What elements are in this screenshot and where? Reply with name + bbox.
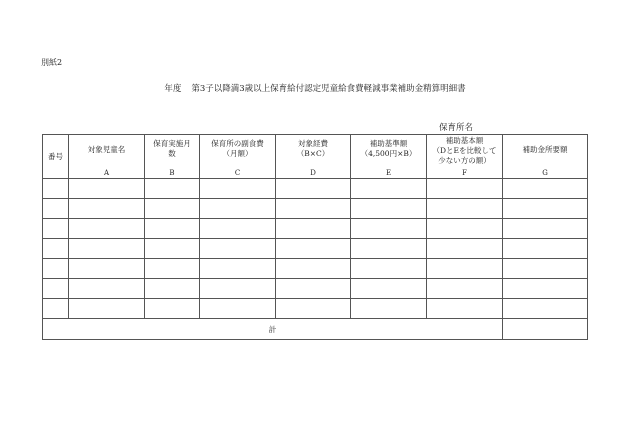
table-cell[interactable]	[145, 239, 200, 259]
total-row	[43, 319, 588, 340]
number-header: 番号	[43, 135, 69, 179]
table-cell[interactable]	[276, 219, 351, 239]
table-cell[interactable]	[69, 239, 145, 259]
table-cell[interactable]	[43, 199, 69, 219]
table-cell[interactable]	[427, 239, 503, 259]
column-letter: G	[542, 169, 548, 177]
facility-name-field[interactable]	[439, 121, 584, 135]
header-side-dish-fee: 保育所の副食費 （月額） C	[200, 135, 276, 179]
title-text: 第3子以降満3歳以上保育給付認定児童給食費軽減事業補助金精算明細書	[191, 84, 466, 94]
table-cell[interactable]	[69, 279, 145, 299]
annex-label: 別紙2	[41, 58, 63, 67]
column-letter: D	[310, 169, 316, 177]
table-cell[interactable]	[276, 179, 351, 199]
settlement-table	[42, 134, 588, 340]
total-label: 計	[43, 319, 503, 340]
table-cell[interactable]	[43, 259, 69, 279]
header-subsidy-required: 補助金所要額 G	[503, 135, 588, 179]
header-subsidy-standard: 補助基準額 （4,500円×B） E	[351, 135, 427, 179]
table-cell[interactable]	[503, 239, 588, 259]
table-row	[43, 259, 588, 279]
table-cell[interactable]	[43, 239, 69, 259]
table-cell[interactable]	[145, 179, 200, 199]
table-cell[interactable]	[503, 259, 588, 279]
header-subsidy-base: 補助基本額 （DとEを比較して 少ない方の額） F	[427, 135, 503, 179]
table-cell[interactable]	[69, 199, 145, 219]
table-cell[interactable]	[200, 199, 276, 219]
table-cell[interactable]	[503, 199, 588, 219]
table-cell[interactable]	[145, 299, 200, 319]
table-cell[interactable]	[351, 259, 427, 279]
table-cell[interactable]	[276, 199, 351, 219]
table-cell[interactable]	[351, 179, 427, 199]
table-cell[interactable]	[200, 219, 276, 239]
table-cell[interactable]	[200, 279, 276, 299]
table-cell[interactable]	[351, 279, 427, 299]
table-cell[interactable]	[503, 279, 588, 299]
header-row	[43, 135, 588, 179]
table-cell[interactable]	[427, 179, 503, 199]
column-letter: C	[234, 169, 241, 177]
table-cell[interactable]	[276, 299, 351, 319]
table-cell[interactable]	[145, 199, 200, 219]
table-cell[interactable]	[351, 299, 427, 319]
document-title	[0, 82, 630, 94]
facility-name-label: 保育所名	[439, 123, 474, 133]
table-cell[interactable]	[427, 219, 503, 239]
table-cell[interactable]	[276, 239, 351, 259]
total-amount-cell[interactable]	[503, 319, 588, 340]
table-cell[interactable]	[200, 259, 276, 279]
table-cell[interactable]	[503, 219, 588, 239]
table-row	[43, 279, 588, 299]
table-cell[interactable]	[69, 259, 145, 279]
table-row	[43, 299, 588, 319]
table-cell[interactable]	[145, 259, 200, 279]
table-cell[interactable]	[200, 239, 276, 259]
table-cell[interactable]	[43, 219, 69, 239]
table-cell[interactable]	[351, 199, 427, 219]
table-cell[interactable]	[69, 179, 145, 199]
table-row	[43, 179, 588, 199]
table-cell[interactable]	[503, 299, 588, 319]
table-cell[interactable]	[43, 299, 69, 319]
table-cell[interactable]	[427, 279, 503, 299]
table-cell[interactable]	[145, 219, 200, 239]
column-letter: B	[169, 169, 175, 177]
column-letter: E	[385, 169, 392, 177]
table-row	[43, 219, 588, 239]
header-child-name: 対象児童名 A	[69, 135, 145, 179]
table-cell[interactable]	[200, 299, 276, 319]
table-cell[interactable]	[351, 239, 427, 259]
table-cell[interactable]	[43, 279, 69, 299]
column-letter: F	[462, 169, 467, 177]
header-target-cost: 対象経費 （B×C） D	[276, 135, 351, 179]
table-cell[interactable]	[276, 259, 351, 279]
title-year-prefix: 年度	[164, 84, 182, 94]
table-row	[43, 199, 588, 219]
table-cell[interactable]	[200, 179, 276, 199]
table-cell[interactable]	[145, 279, 200, 299]
table-cell[interactable]	[276, 279, 351, 299]
table-row	[43, 239, 588, 259]
table-cell[interactable]	[69, 219, 145, 239]
column-letter: A	[103, 169, 110, 177]
table-cell[interactable]	[427, 199, 503, 219]
table-cell[interactable]	[503, 179, 588, 199]
table-cell[interactable]	[43, 179, 69, 199]
table-cell[interactable]	[351, 219, 427, 239]
table-cell[interactable]	[427, 259, 503, 279]
table-cell[interactable]	[69, 299, 145, 319]
table-cell[interactable]	[427, 299, 503, 319]
header-months: 保育実施月 数 B	[145, 135, 200, 179]
